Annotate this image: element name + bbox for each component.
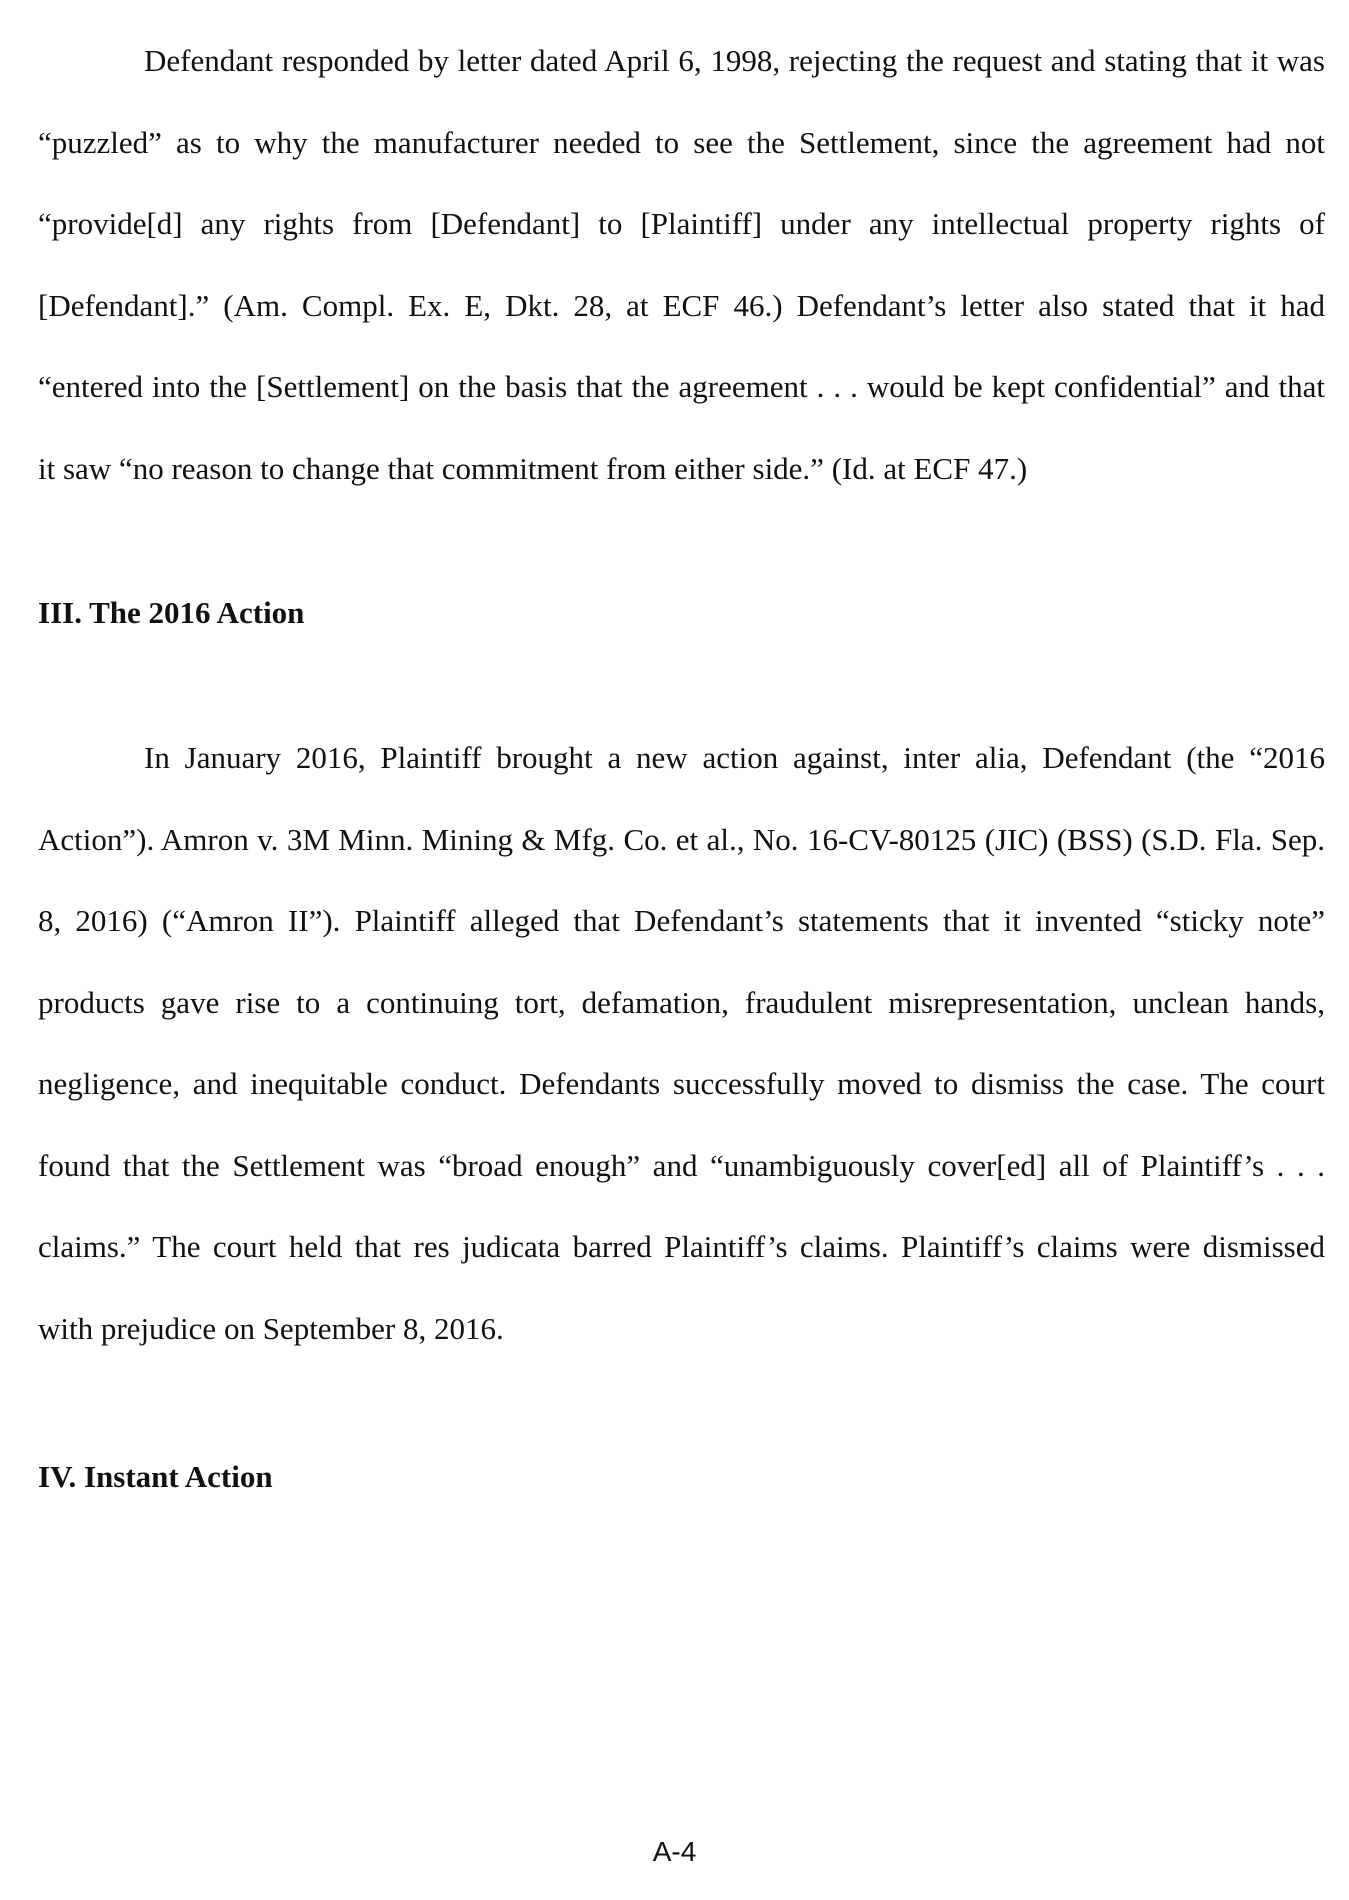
paragraph-defendant-response: Defendant responded by letter dated April 6, 1998, rejecting the request and stating that it was “puzzled” as to why the manufacturer needed to see the Settlement, since the agreement had not “provide[d] any rights from [Defendant] to [Plaintiff] under any intellectual property rights of [Defendant].” (Am. Compl. Ex. E, Dkt. 28, at ECF 46.) Defendant’s letter also stated that it had “entered into the [Settlement] on the basis that the agreement . . . would be kept confidential” and that it saw “no reason to change that commitment from either side.” (Id. at ECF 47.) [38,43,1325,486]
section-heading-2016-action: III. The 2016 Action [38,595,305,630]
page-number: A-4 [652,1836,697,1867]
page-body [38,20,1325,1497]
paragraph-2016-action: In January 2016, Plaintiff brought a new action against, inter alia, Defendant (the “2016 Action”). Amron v. 3M Minn. Mining & Mfg. Co. et al., No. 16-CV-80125 (JIC) (BSS) (S.D. Fla. Sep. 8, 2016) (“Amron II”). Plaintiff alleged that Defendant’s statements that it invented “sticky note” products gave rise to a continuing tort, defamation, fraudulent misrepresentation, unclean hands, negligence, and inequitable conduct. Defendants successfully moved to dismiss the case. The court found that the Settlement was “broad enough” and “unambiguously cover[ed] all of Plaintiff’s . . . claims.” The court held that res judicata barred Plaintiff’s claims. Plaintiff’s claims were dismissed with prejudice on September 8, 2016. [38,740,1325,1346]
section-heading-instant-action: IV. Instant Action [38,1459,273,1494]
